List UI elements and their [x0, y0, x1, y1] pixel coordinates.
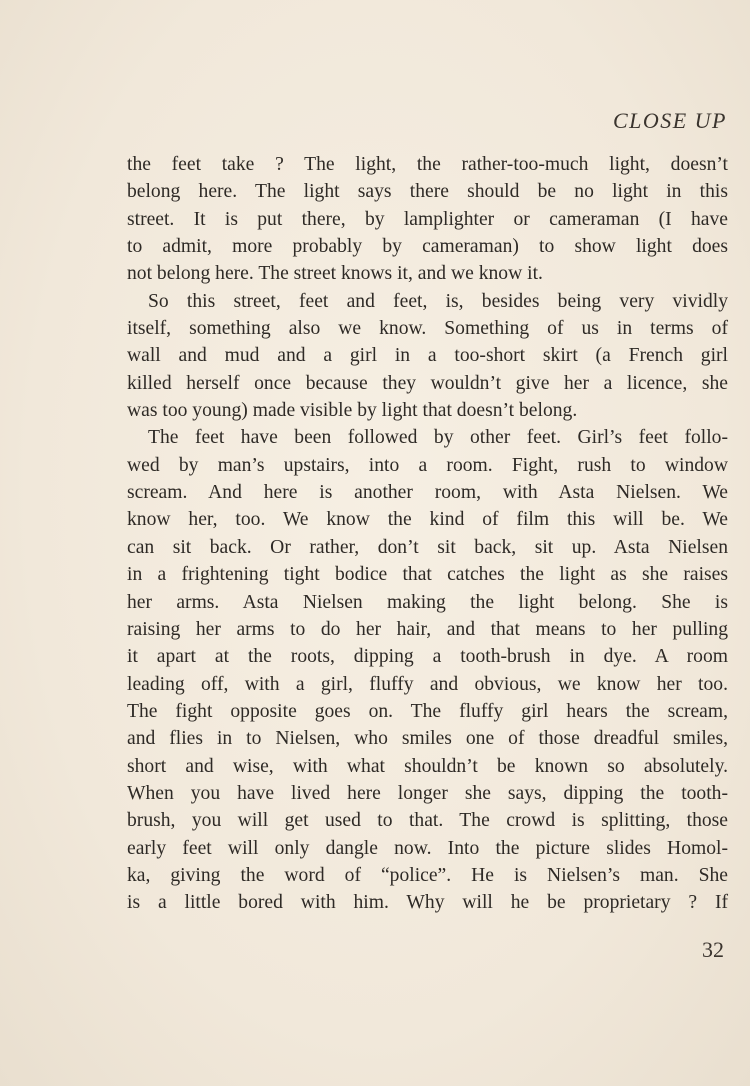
page-number: 32 — [702, 937, 724, 962]
text-line: and flies in to Nielsen, who smiles one of those dreadful smiles, — [127, 728, 728, 750]
text-line: to admit, more probably by cameraman) to show light does — [127, 236, 728, 258]
text-line: ka, giving the word of “police”. He is Nielsen’s man. She — [127, 864, 728, 886]
paragraph — [127, 424, 728, 916]
text-line: wall and mud and a girl in a too-short skirt (a French girl — [127, 345, 728, 367]
text-line: not belong here. The street knows it, and we know it. — [127, 263, 543, 285]
text-line: belong here. The light says there should be no light in this — [127, 181, 728, 203]
text-line: raising her arms to do her hair, and that means to her pulling — [127, 618, 728, 640]
text-line: early feet will only dangle now. Into the picture slides Homol- — [127, 837, 728, 859]
text-line: wed by man’s upstairs, into a room. Fight, rush to window — [127, 454, 728, 476]
text-line: So this street, feet and feet, is, besides being very vividly — [148, 290, 728, 312]
paragraph — [127, 288, 728, 425]
text-line: When you have lived here longer she says, dipping the tooth- — [127, 782, 728, 804]
text-line: brush, you will get used to that. The crowd is splitting, those — [127, 810, 728, 832]
text-line: is a little bored with him. Why will he be proprietary ? If — [127, 892, 728, 914]
text-line: The fight opposite goes on. The fluffy girl hears the scream, — [127, 700, 728, 722]
text-line: in a frightening tight bodice that catches the light as she raises — [127, 564, 728, 586]
text-line: know her, too. We know the kind of film this will be. We — [127, 509, 728, 531]
paragraph — [127, 151, 728, 288]
text-line: leading off, with a girl, fluffy and obvious, we know her too. — [127, 673, 728, 695]
text-line: was too young) made visible by light that doesn’t belong. — [127, 400, 578, 422]
text-line: scream. And here is another room, with Asta Nielsen. We — [127, 482, 728, 504]
text-line: killed herself once because they wouldn’t give her a licence, she — [127, 372, 728, 394]
text-line: the feet take ? The light, the rather-too-much light, doesn’t — [127, 154, 728, 175]
text-line: short and wise, with what shouldn’t be known so absolutely. — [127, 755, 728, 777]
text-line: it apart at the roots, dipping a tooth-brush in dye. A room — [127, 646, 728, 668]
running-head: CLOSE UP — [612, 108, 727, 133]
text-line: street. It is put there, by lamplighter or cameraman (I have — [127, 208, 728, 230]
text-line: The feet have been followed by other feet. Girl’s feet follo- — [148, 427, 728, 449]
text-line: can sit back. Or rather, don’t sit back, sit up. Asta Nielsen — [127, 536, 728, 558]
text-line: itself, something also we know. Something of us in terms of — [127, 318, 728, 340]
text-line: her arms. Asta Nielsen making the light belong. She is — [127, 591, 728, 613]
body-text — [127, 151, 728, 917]
